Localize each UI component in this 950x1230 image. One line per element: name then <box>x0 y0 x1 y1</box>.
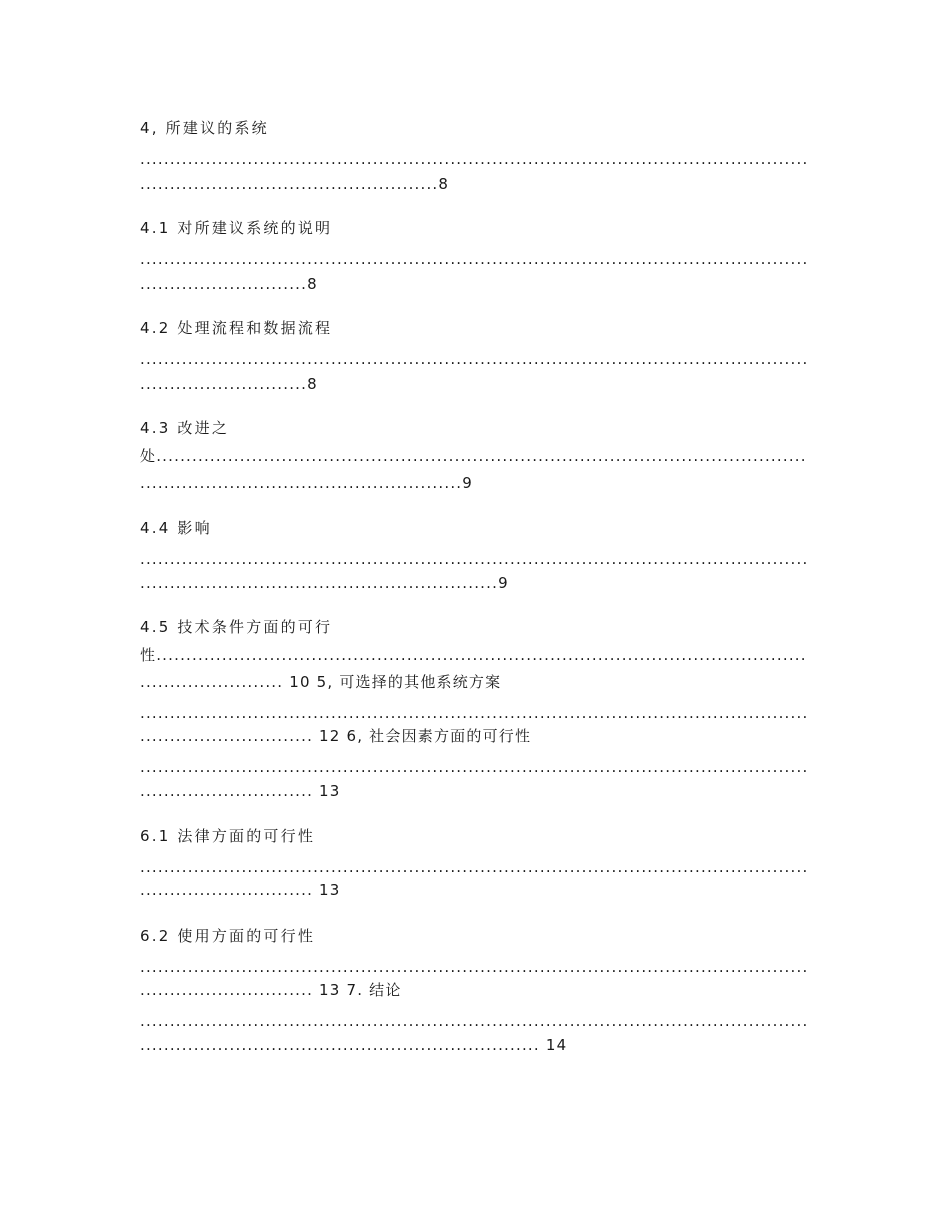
toc-leader-page: ........................ 10 5, 可选择的其他系统方案 <box>140 673 502 691</box>
toc-entry-title: 6.1 法律方面的可行性 <box>140 827 316 845</box>
toc-leader-dots: ................................................................................................................ <box>140 350 809 368</box>
toc-entry-title: 4, 所建议的系统 <box>140 119 269 137</box>
toc-leader-dots: ................................................................................................................ <box>140 550 809 568</box>
toc-leader-page: ............................. 13 7. 结论 <box>140 981 402 999</box>
toc-entry-title: 6.2 使用方面的可行性 <box>140 927 316 945</box>
toc-leader-page: ............................................................9 <box>140 574 509 592</box>
toc-leader-dots: ................................................................................................................ <box>140 250 809 268</box>
toc-entry-title: 4.5 技术条件方面的可行 <box>140 618 333 636</box>
toc-entry-title: 4.1 对所建议系统的说明 <box>140 219 333 237</box>
toc-leader-dots: 处............................................................................................................. <box>140 447 807 465</box>
toc-leader-page: ................................................................... 14 <box>140 1036 568 1054</box>
toc-entry-title: 4.2 处理流程和数据流程 <box>140 319 333 337</box>
toc-leader-page: ............................. 13 <box>140 881 341 899</box>
toc-leader-dots: 性............................................................................................................. <box>140 646 807 664</box>
toc-leader-dots: ................................................................................................................ <box>140 704 809 722</box>
toc-leader-dots: ................................................................................................................ <box>140 150 809 168</box>
toc-leader-dots: ................................................................................................................ <box>140 1012 809 1030</box>
toc-leader-page: ......................................................9 <box>140 474 474 492</box>
toc-leader-dots: ................................................................................................................ <box>140 758 809 776</box>
toc-leader-dots: ................................................................................................................ <box>140 858 809 876</box>
toc-leader-page: ............................8 <box>140 275 318 293</box>
toc-leader-page: ............................. 12 6, 社会因素方面的可行性 <box>140 727 532 745</box>
toc-entry-title: 4.3 改进之 <box>140 419 230 437</box>
toc-leader-page: ............................. 13 <box>140 782 341 800</box>
toc-entry-title: 4.4 影响 <box>140 519 212 537</box>
toc-leader-page: ..................................................8 <box>140 175 450 193</box>
toc-leader-page: ............................8 <box>140 375 318 393</box>
toc-leader-dots: ................................................................................................................ <box>140 958 809 976</box>
